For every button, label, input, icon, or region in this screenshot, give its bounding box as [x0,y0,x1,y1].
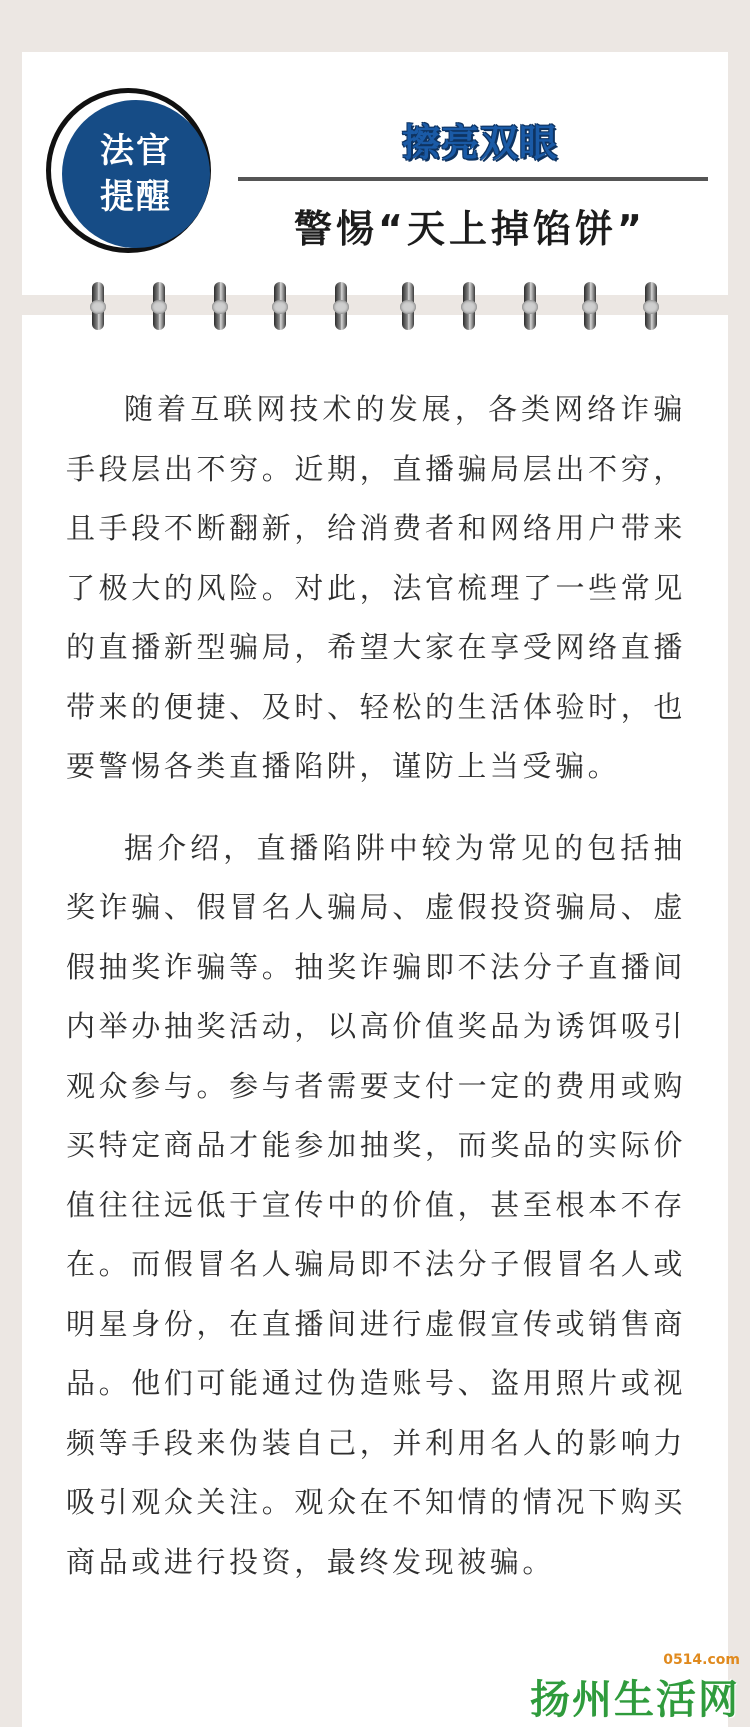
binding-ring-icon [153,282,165,330]
watermark-url: 0514.com [663,1652,740,1668]
page-title: 擦亮双眼 [401,121,558,165]
binding-ring-icon [584,282,596,330]
title-divider [238,177,708,181]
binding-ring-icon [524,282,536,330]
article-body [66,380,686,1614]
binding-ring-icon [92,282,104,330]
spiral-binding [0,282,750,334]
binding-ring-icon [463,282,475,330]
binding-ring-icon [214,282,226,330]
binding-ring-icon [274,282,286,330]
site-watermark [530,1652,740,1725]
watermark-name: 扬州生活网 [530,1677,740,1723]
badge-line-2: 提醒 [100,177,172,217]
badge-line-1: 法官 [100,131,172,171]
article-paragraph: 据介绍，直播陷阱中较为常见的包括抽奖诈骗、假冒名人骗局、虚假投资骗局、虚假抽奖诈骗等。抽奖诈骗即不法分子直播间内举办抽奖活动，以高价值奖品为诱饵吸引观众参与。参与者需要支付一定的费用或购买特定商品才能参加抽奖，而奖品的实际价值往往远低于宣传中的价值，甚至根本不存在。而假冒名人骗局即不法分子假冒名人或明星身份，在直播间进行虚假宣传或销售商品。他们可能通过伪造账号、盗用照片或视频等手段来伪装自己，并利用名人的影响力吸引观众关注。观众在不知情的情况下购买商品或进行投资，最终发现被骗。 [66,830,686,1579]
article-paragraph: 随着互联网技术的发展，各类网络诈骗手段层出不穷。近期，直播骗局层出不穷，且手段不断翻新，给消费者和网络用户带来了极大的风险。对此，法官梳理了一些常见的直播新型骗局，希望大家在享受网络直播带来的便捷、及时、轻松的生活体验时，也要警惕各类直播陷阱，谨防上当受骗。 [66,392,686,783]
binding-ring-icon [335,282,347,330]
binding-ring-icon [402,282,414,330]
judge-reminder-badge [62,100,210,248]
page-subtitle: 警惕“天上掉馅饼” [294,207,646,251]
binding-ring-icon [645,282,657,330]
